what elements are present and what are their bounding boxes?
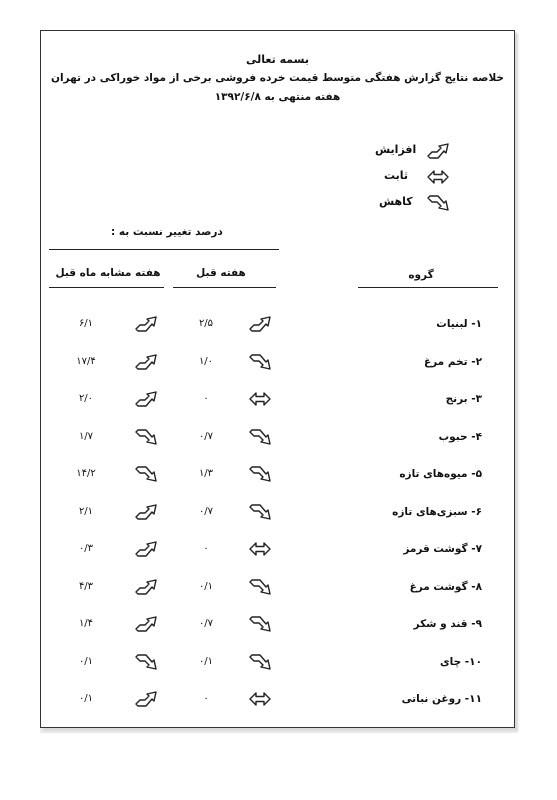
prev-week-direction-icon	[248, 652, 272, 672]
legend-increase-label: افزایش	[375, 143, 417, 156]
same-week-last-month-direction-icon	[134, 652, 158, 672]
same-week-last-month-value: ۰/۳	[78, 543, 94, 554]
same-week-last-month-value: ۱/۷	[78, 430, 94, 442]
month-col-rule	[49, 287, 164, 288]
same-week-last-month-direction-icon	[134, 464, 158, 484]
same-week-last-month-value: ۱۴/۲	[76, 468, 96, 479]
basmala: بسمه تعالی	[246, 53, 309, 66]
same-week-last-month-direction-icon	[134, 427, 158, 447]
prev-week-direction-icon	[248, 314, 272, 334]
row-group-name: ۴- حبوب	[438, 430, 482, 443]
same-week-last-month-direction-icon	[134, 502, 158, 522]
same-week-last-month-direction-icon	[134, 614, 158, 634]
group-col-rule	[358, 287, 498, 288]
same-week-last-month-direction-icon	[134, 577, 158, 597]
row-group-name: ۵- میوه‌های تازه	[399, 468, 482, 480]
prev-week-value: ۰/۱	[198, 655, 214, 667]
page-shadow	[40, 728, 518, 733]
same-week-last-month-value: ۰/۱	[78, 655, 94, 667]
report-week: هفته منتهی به ۱۳۹۲/۶/۸	[214, 91, 341, 103]
col-prev-week: هفته قبل	[196, 267, 246, 279]
week-col-rule	[173, 287, 276, 288]
row-group-name: ۳- برنج	[445, 393, 482, 405]
prev-week-direction-icon	[248, 539, 272, 559]
prev-week-value: ۰	[203, 393, 209, 404]
prev-week-direction-icon	[248, 577, 272, 597]
same-week-last-month-value: ۲/۱	[78, 505, 94, 517]
prev-week-direction-icon	[248, 352, 272, 372]
legend-stable-label: ثابت	[384, 169, 409, 182]
prev-week-direction-icon	[248, 389, 272, 409]
legend-decrease-label: کاهش	[379, 195, 413, 208]
row-group-name: ۱- لبنیات	[436, 318, 482, 330]
prev-week-value: ۰/۷	[198, 430, 214, 442]
row-group-name: ۲- تخم مرغ	[423, 355, 482, 368]
same-week-last-month-value: ۰/۱	[78, 693, 94, 704]
document-page	[40, 30, 515, 728]
prev-week-direction-icon	[248, 464, 272, 484]
prev-week-value: ۰/۷	[198, 505, 214, 517]
prev-week-value: ۱/۰	[198, 355, 214, 367]
prev-week-direction-icon	[248, 614, 272, 634]
percent-change-label: درصد تغییر نسبت به :	[111, 226, 223, 238]
row-group-name: ۱۱- روغن نباتی	[401, 693, 482, 705]
prev-week-direction-icon	[248, 427, 272, 447]
row-group-name: ۸- گوشت مرغ	[409, 580, 482, 593]
same-week-last-month-value: ۶/۱	[78, 318, 94, 329]
prev-week-value: ۰/۷	[198, 618, 214, 629]
same-week-last-month-direction-icon	[134, 689, 158, 709]
same-week-last-month-value: ۱/۴	[78, 618, 94, 629]
decrease-arrow-icon	[426, 193, 450, 213]
report-title: خلاصه نتایج گزارش هفتگی متوسط قیمت خرده فروشی برخی از مواد خوراکی در تهران	[50, 72, 504, 84]
prev-week-value: ۲/۵	[198, 318, 214, 329]
same-week-last-month-value: ۱۷/۴	[76, 355, 96, 367]
same-week-last-month-value: ۴/۳	[78, 580, 94, 592]
prev-week-value: ۰	[203, 543, 209, 554]
header-rule-top	[49, 249, 279, 250]
col-same-week-last-month: هفته مشابه ماه قبل	[55, 267, 161, 279]
prev-week-direction-icon	[248, 689, 272, 709]
same-week-last-month-direction-icon	[134, 352, 158, 372]
col-group: گروه	[408, 269, 434, 281]
same-week-last-month-direction-icon	[134, 539, 158, 559]
row-group-name: ۹- قند و شکر	[413, 618, 482, 630]
prev-week-value: ۱/۳	[198, 468, 214, 479]
same-week-last-month-value: ۲/۰	[78, 393, 94, 404]
prev-week-direction-icon	[248, 502, 272, 522]
same-week-last-month-direction-icon	[134, 314, 158, 334]
increase-arrow-icon	[426, 141, 450, 161]
same-week-last-month-direction-icon	[134, 389, 158, 409]
row-group-name: ۷- گوشت قرمز	[403, 543, 482, 555]
row-group-name: ۱۰- چای	[440, 655, 482, 668]
row-group-name: ۶- سبزی‌های تازه	[392, 505, 482, 518]
prev-week-value: ۰	[203, 693, 209, 704]
prev-week-value: ۰/۱	[198, 580, 214, 592]
stable-arrow-icon	[426, 167, 450, 187]
